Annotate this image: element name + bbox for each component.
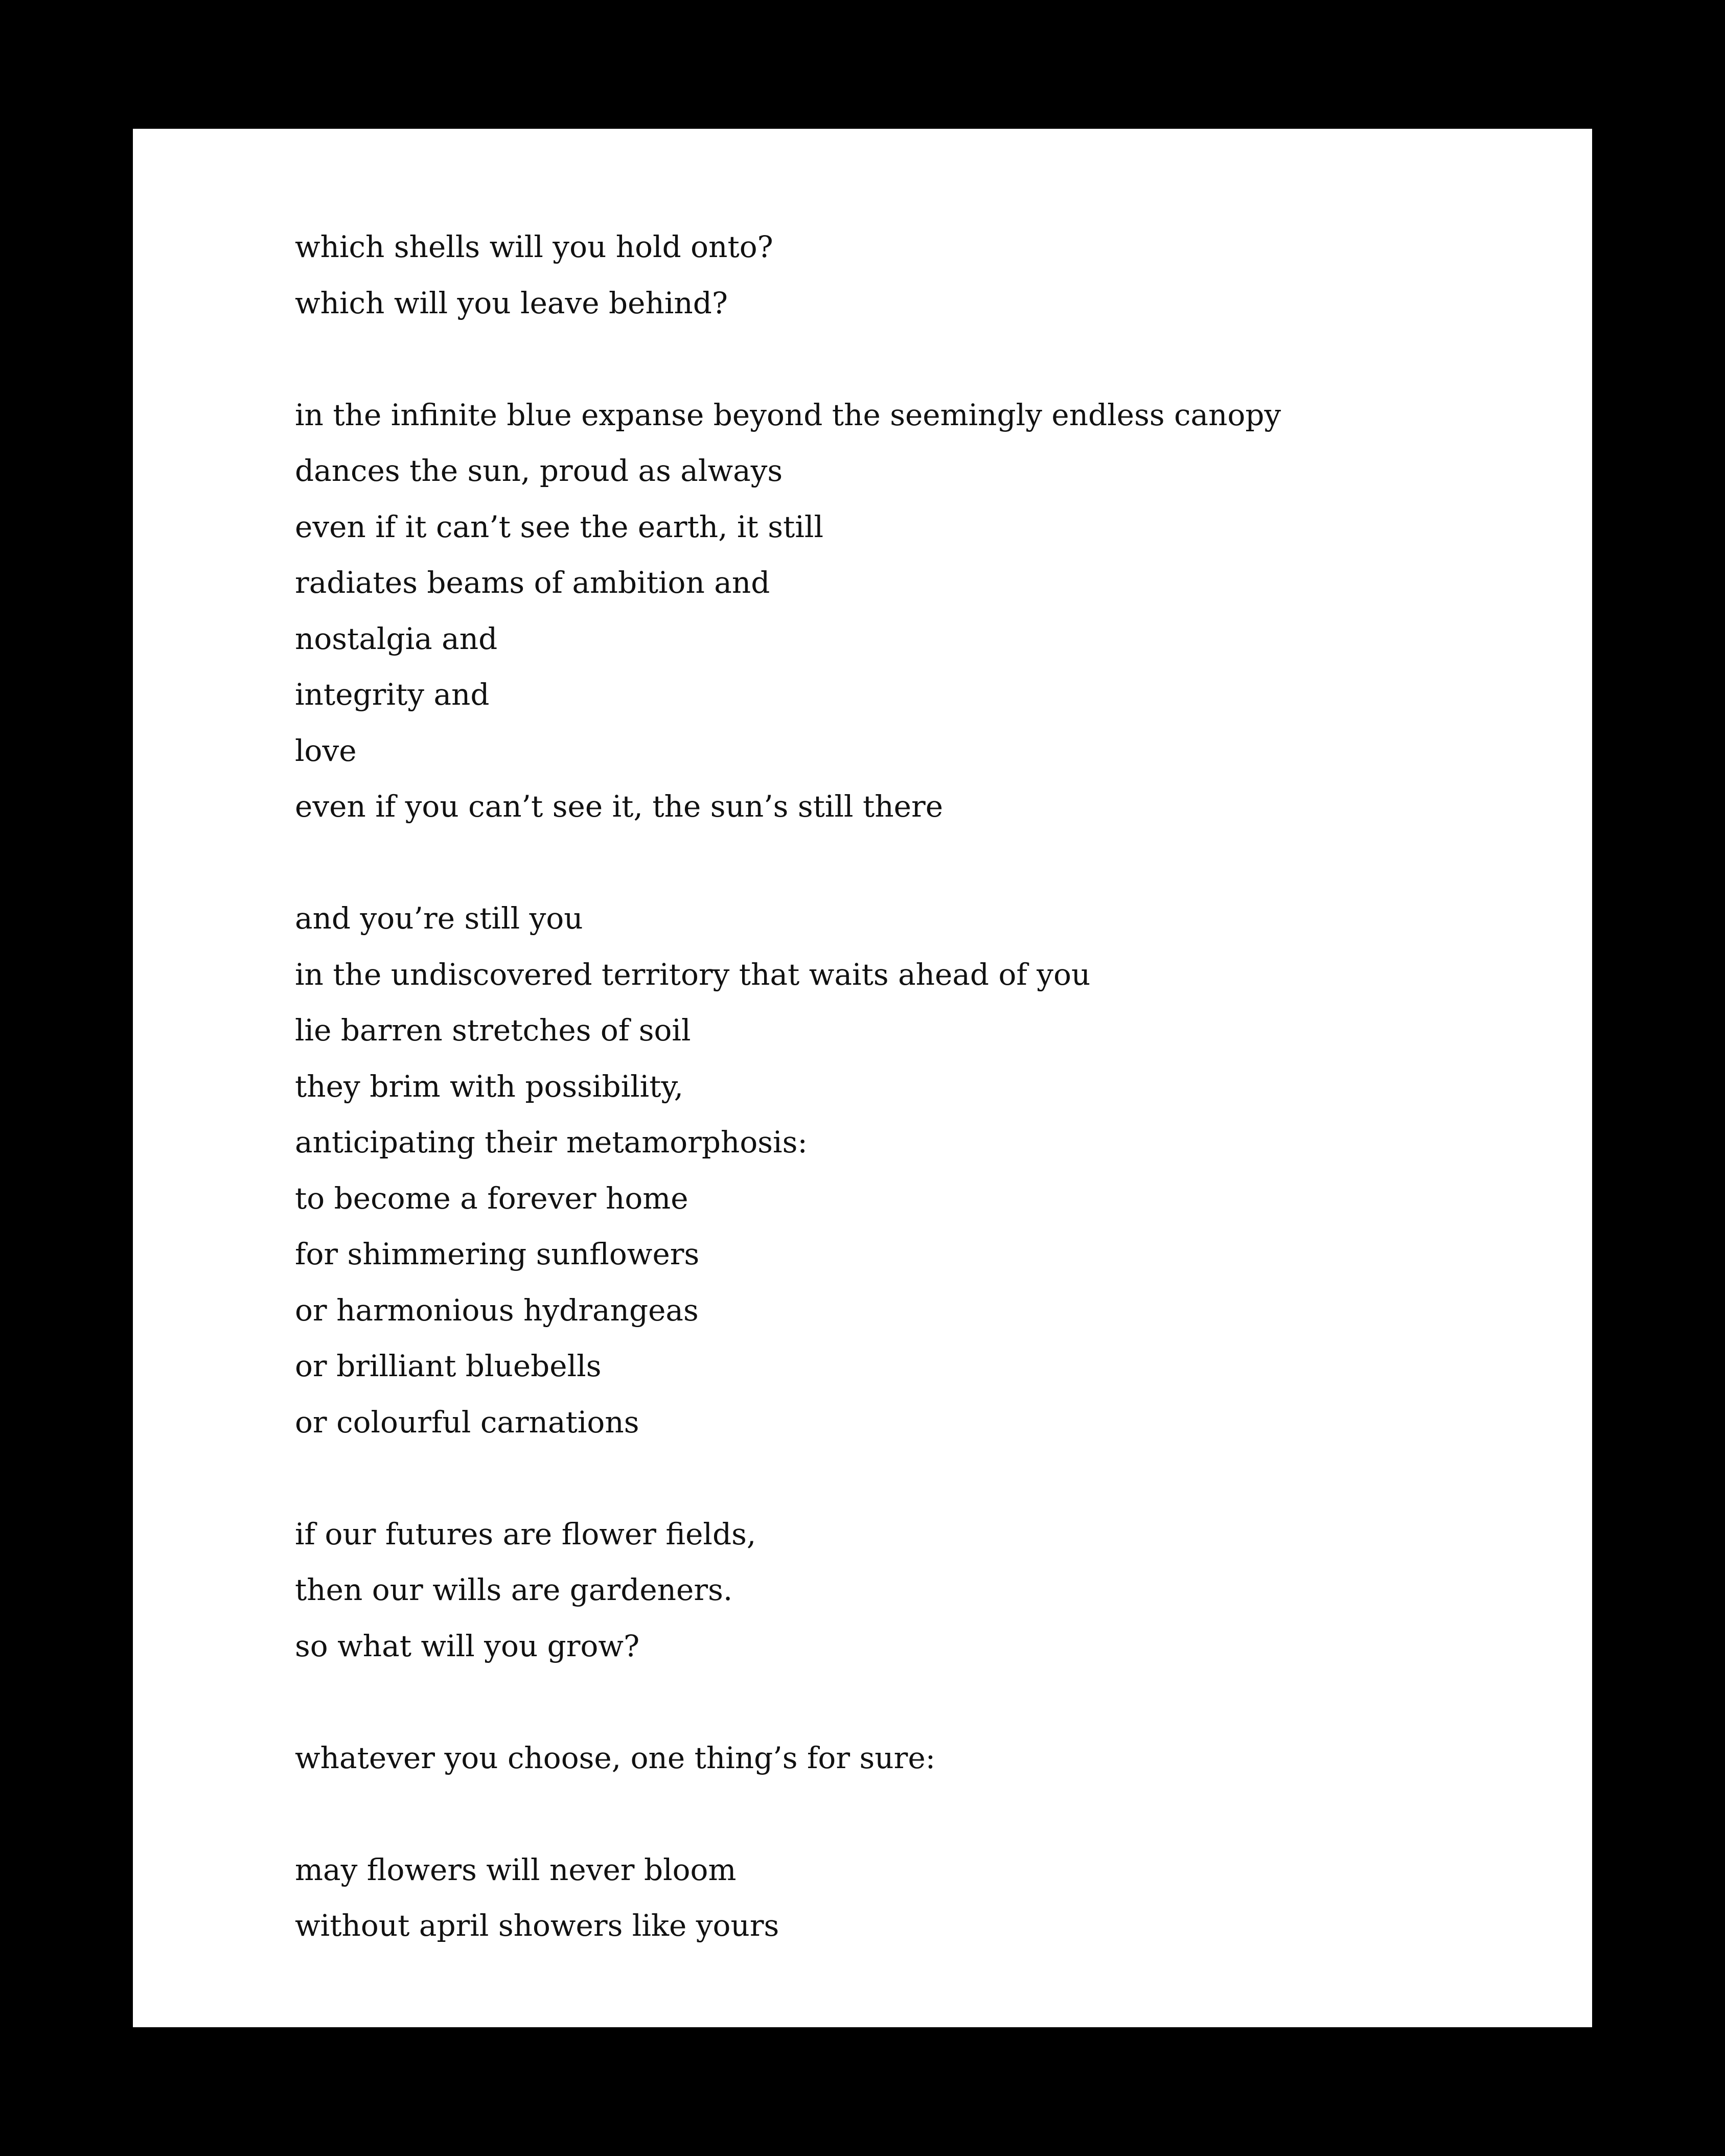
poem-line: without april showers like yours [295, 1908, 779, 1943]
poem-line: love [295, 733, 357, 768]
poem-line: nostalgia and [295, 621, 498, 656]
poem-line: for shimmering sunflowers [295, 1237, 700, 1271]
poem-line: whatever you choose, one thing’s for sure: [295, 1740, 936, 1775]
poem-line: in the infinite blue expanse beyond the seemingly endless canopy [295, 397, 1281, 432]
poem-line: even if you can’t see it, the sun’s still there [295, 789, 944, 824]
poem-line: dances the sun, proud as always [295, 453, 783, 488]
stanza-break [295, 835, 1522, 891]
poem-line: or brilliant bluebells [295, 1349, 602, 1383]
poem-line: or colourful carnations [295, 1404, 639, 1440]
poem-line: integrity and [295, 677, 490, 712]
poem-line: even if it can’t see the earth, it still [295, 509, 824, 544]
poem-line: lie barren stretches of soil [295, 1013, 691, 1048]
poem-line: they brim with possibility, [295, 1069, 684, 1104]
paper-page [133, 129, 1592, 2027]
poem-text [295, 219, 1522, 1954]
poem-line: may flowers will never bloom [295, 1852, 737, 1887]
poem-line: so what will you grow? [295, 1628, 640, 1663]
stanza-break [295, 1786, 1522, 1842]
poem-line: or harmonious hydrangeas [295, 1292, 699, 1328]
poem-line: radiates beams of ambition and [295, 565, 770, 600]
poem-line: anticipating their metamorphosis: [295, 1125, 808, 1160]
poem-line: then our wills are gardeners. [295, 1572, 733, 1607]
poem-line: which will you leave behind? [295, 285, 728, 320]
poem-line: in the undiscovered territory that waits ahead of you [295, 957, 1091, 992]
stanza-break [295, 1674, 1522, 1730]
poem-line: if our futures are flower fields, [295, 1516, 756, 1551]
stanza-break [295, 331, 1522, 387]
poem-line: which shells will you hold onto? [295, 229, 773, 264]
poem-line: and you’re still you [295, 901, 583, 936]
poem-line: to become a forever home [295, 1180, 688, 1216]
stanza-break [295, 1450, 1522, 1506]
